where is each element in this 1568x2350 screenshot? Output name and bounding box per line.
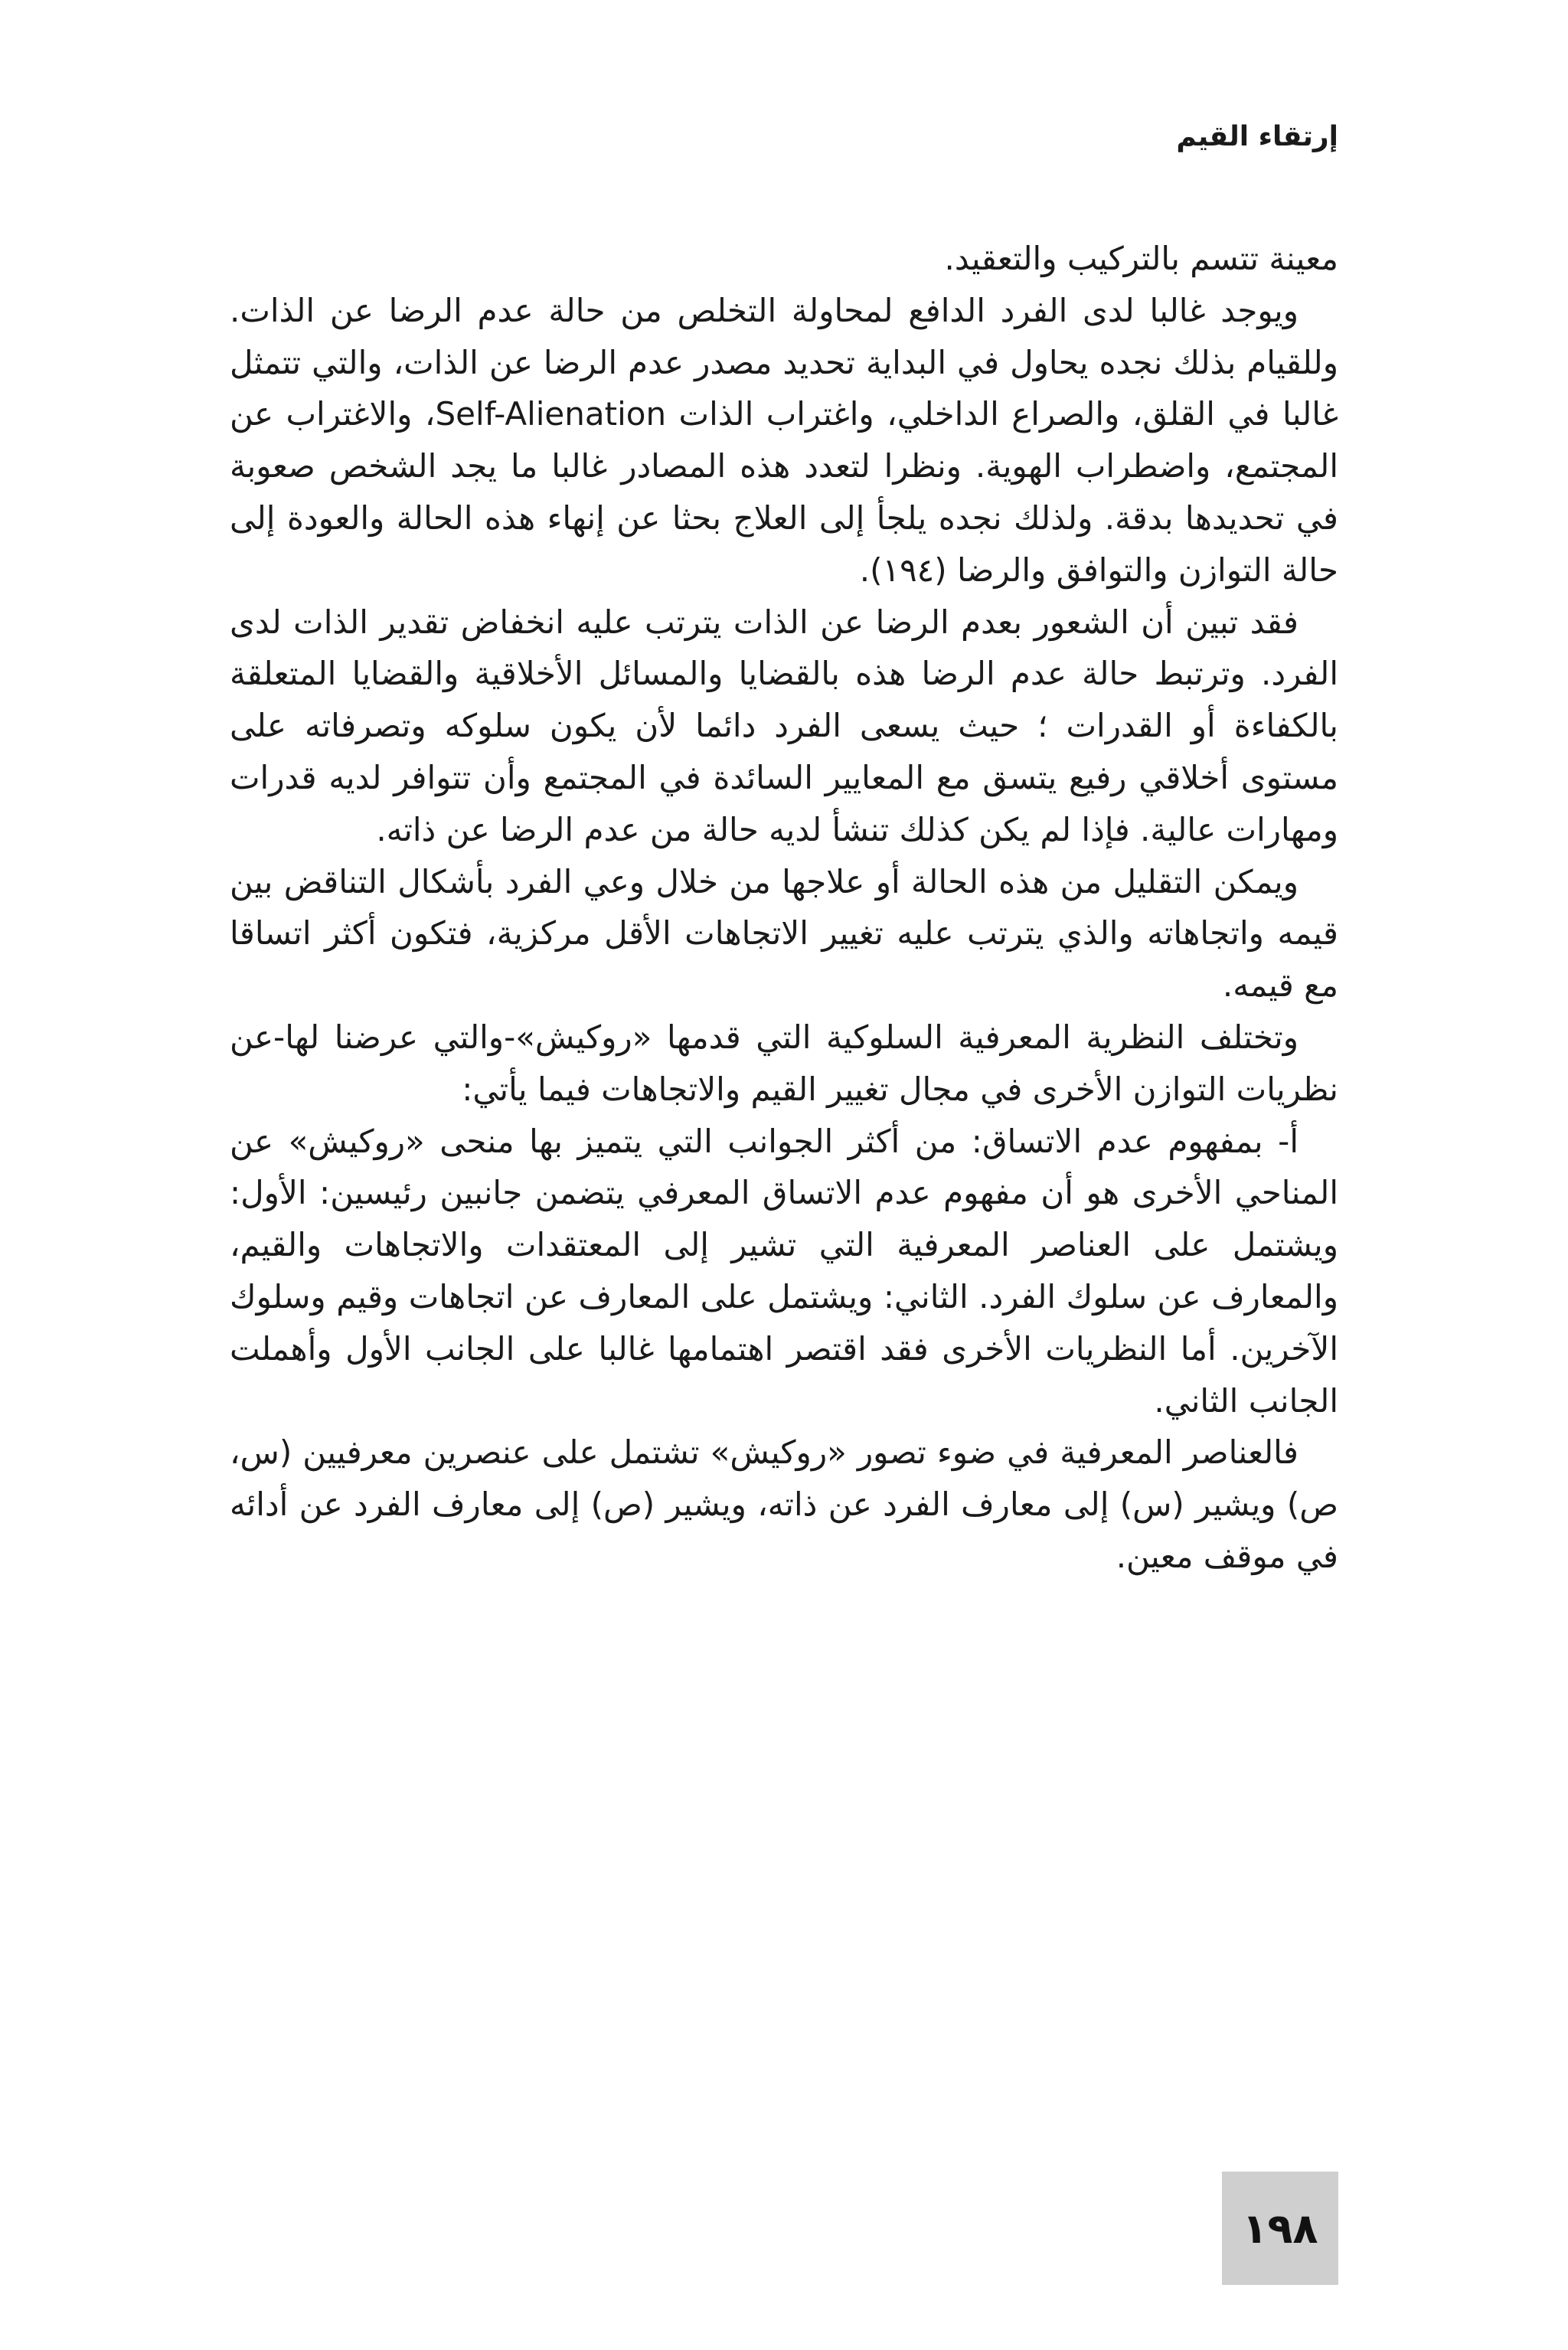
page-number-box (1222, 2172, 1338, 2285)
paragraph: فقد تبين أن الشعور بعدم الرضا عن الذات يترتب عليه انخفاض تقدير الذات لدى الفرد. وترتبط حالة عدم الرضا هذه بالقضايا والمسائل الأخلاقية والقضايا المتعلقة بالكفاءة أو القدرات ؛ حيث يسعى الفرد دائما لأن يكون سلوكه وتصرفاته على مستوى أخلاقي رفيع يتسق مع المعايير السائدة في المجتمع وأن تتوافر لديه قدرات ومهارات عالية. فإذا لم يكن كذلك تنشأ لديه حالة من عدم الرضا عن ذاته. (230, 603, 1338, 848)
paragraph: ويوجد غالبا لدى الفرد الدافع لمحاولة التخلص من حالة عدم الرضا عن الذات. وللقيام بذلك نجده يحاول في البداية تحديد مصدر عدم الرضا عن الذات، والتي تتمثل غالبا في القلق، والصراع الداخلي، واغتراب الذات Self-Alienation، والاغتراب عن المجتمع، واضطراب الهوية. ونظرا لتعدد هذه المصادر غالبا ما يجد الشخص صعوبة في تحديدها بدقة. ولذلك نجده يلجأ إلى العلاج بحثا عن إنهاء هذه الحالة والعودة إلى حالة التوازن والتوافق والرضا (١٩٤). (230, 291, 1339, 589)
body-text (230, 233, 1338, 1583)
paragraph: وتختلف النظرية المعرفية السلوكية التي قدمها «روكيش»-والتي عرضنا لها-عن نظريات التوازن الأخرى في مجال تغيير القيم والاتجاهات فيما يأتي: (230, 1018, 1338, 1108)
page-number: ١٩٨ (1242, 2204, 1318, 2253)
paragraph: فالعناصر المعرفية في ضوء تصور «روكيش» تشتمل على عنصرين معرفيين (س، ص) ويشير (س) إلى معارف الفرد عن ذاته، ويشير (ص) إلى معارف الفرد عن أدائه في موقف معين. (230, 1433, 1338, 1575)
paragraph: معينة تتسم بالتركيب والتعقيد. (944, 240, 1338, 277)
paragraph: ويمكن التقليل من هذه الحالة أو علاجها من خلال وعي الفرد بأشكال التناقض بين قيمه واتجاهاته والذي يترتب عليه تغيير الاتجاهات الأقل مركزية، فتكون أكثر اتساقا مع قيمه. (230, 862, 1338, 1005)
paragraph: أ- بمفهوم عدم الاتساق: من أكثر الجوانب التي يتميز بها منحى «روكيش» عن المناحي الأخرى هو أن مفهوم عدم الاتساق المعرفي يتضمن جانبين رئيسين: الأول: ويشتمل على العناصر المعرفية التي تشير إلى المعتقدات والاتجاهات والقيم، والمعارف عن سلوك الفرد. الثاني: ويشتمل على المعارف عن اتجاهات وقيم وسلوك الآخرين. أما النظريات الأخرى فقد اقتصر اهتمامها غالبا على الجانب الأول وأهملت الجانب الثاني. (230, 1122, 1338, 1420)
running-header: إرتقاء القيم (1176, 121, 1338, 152)
